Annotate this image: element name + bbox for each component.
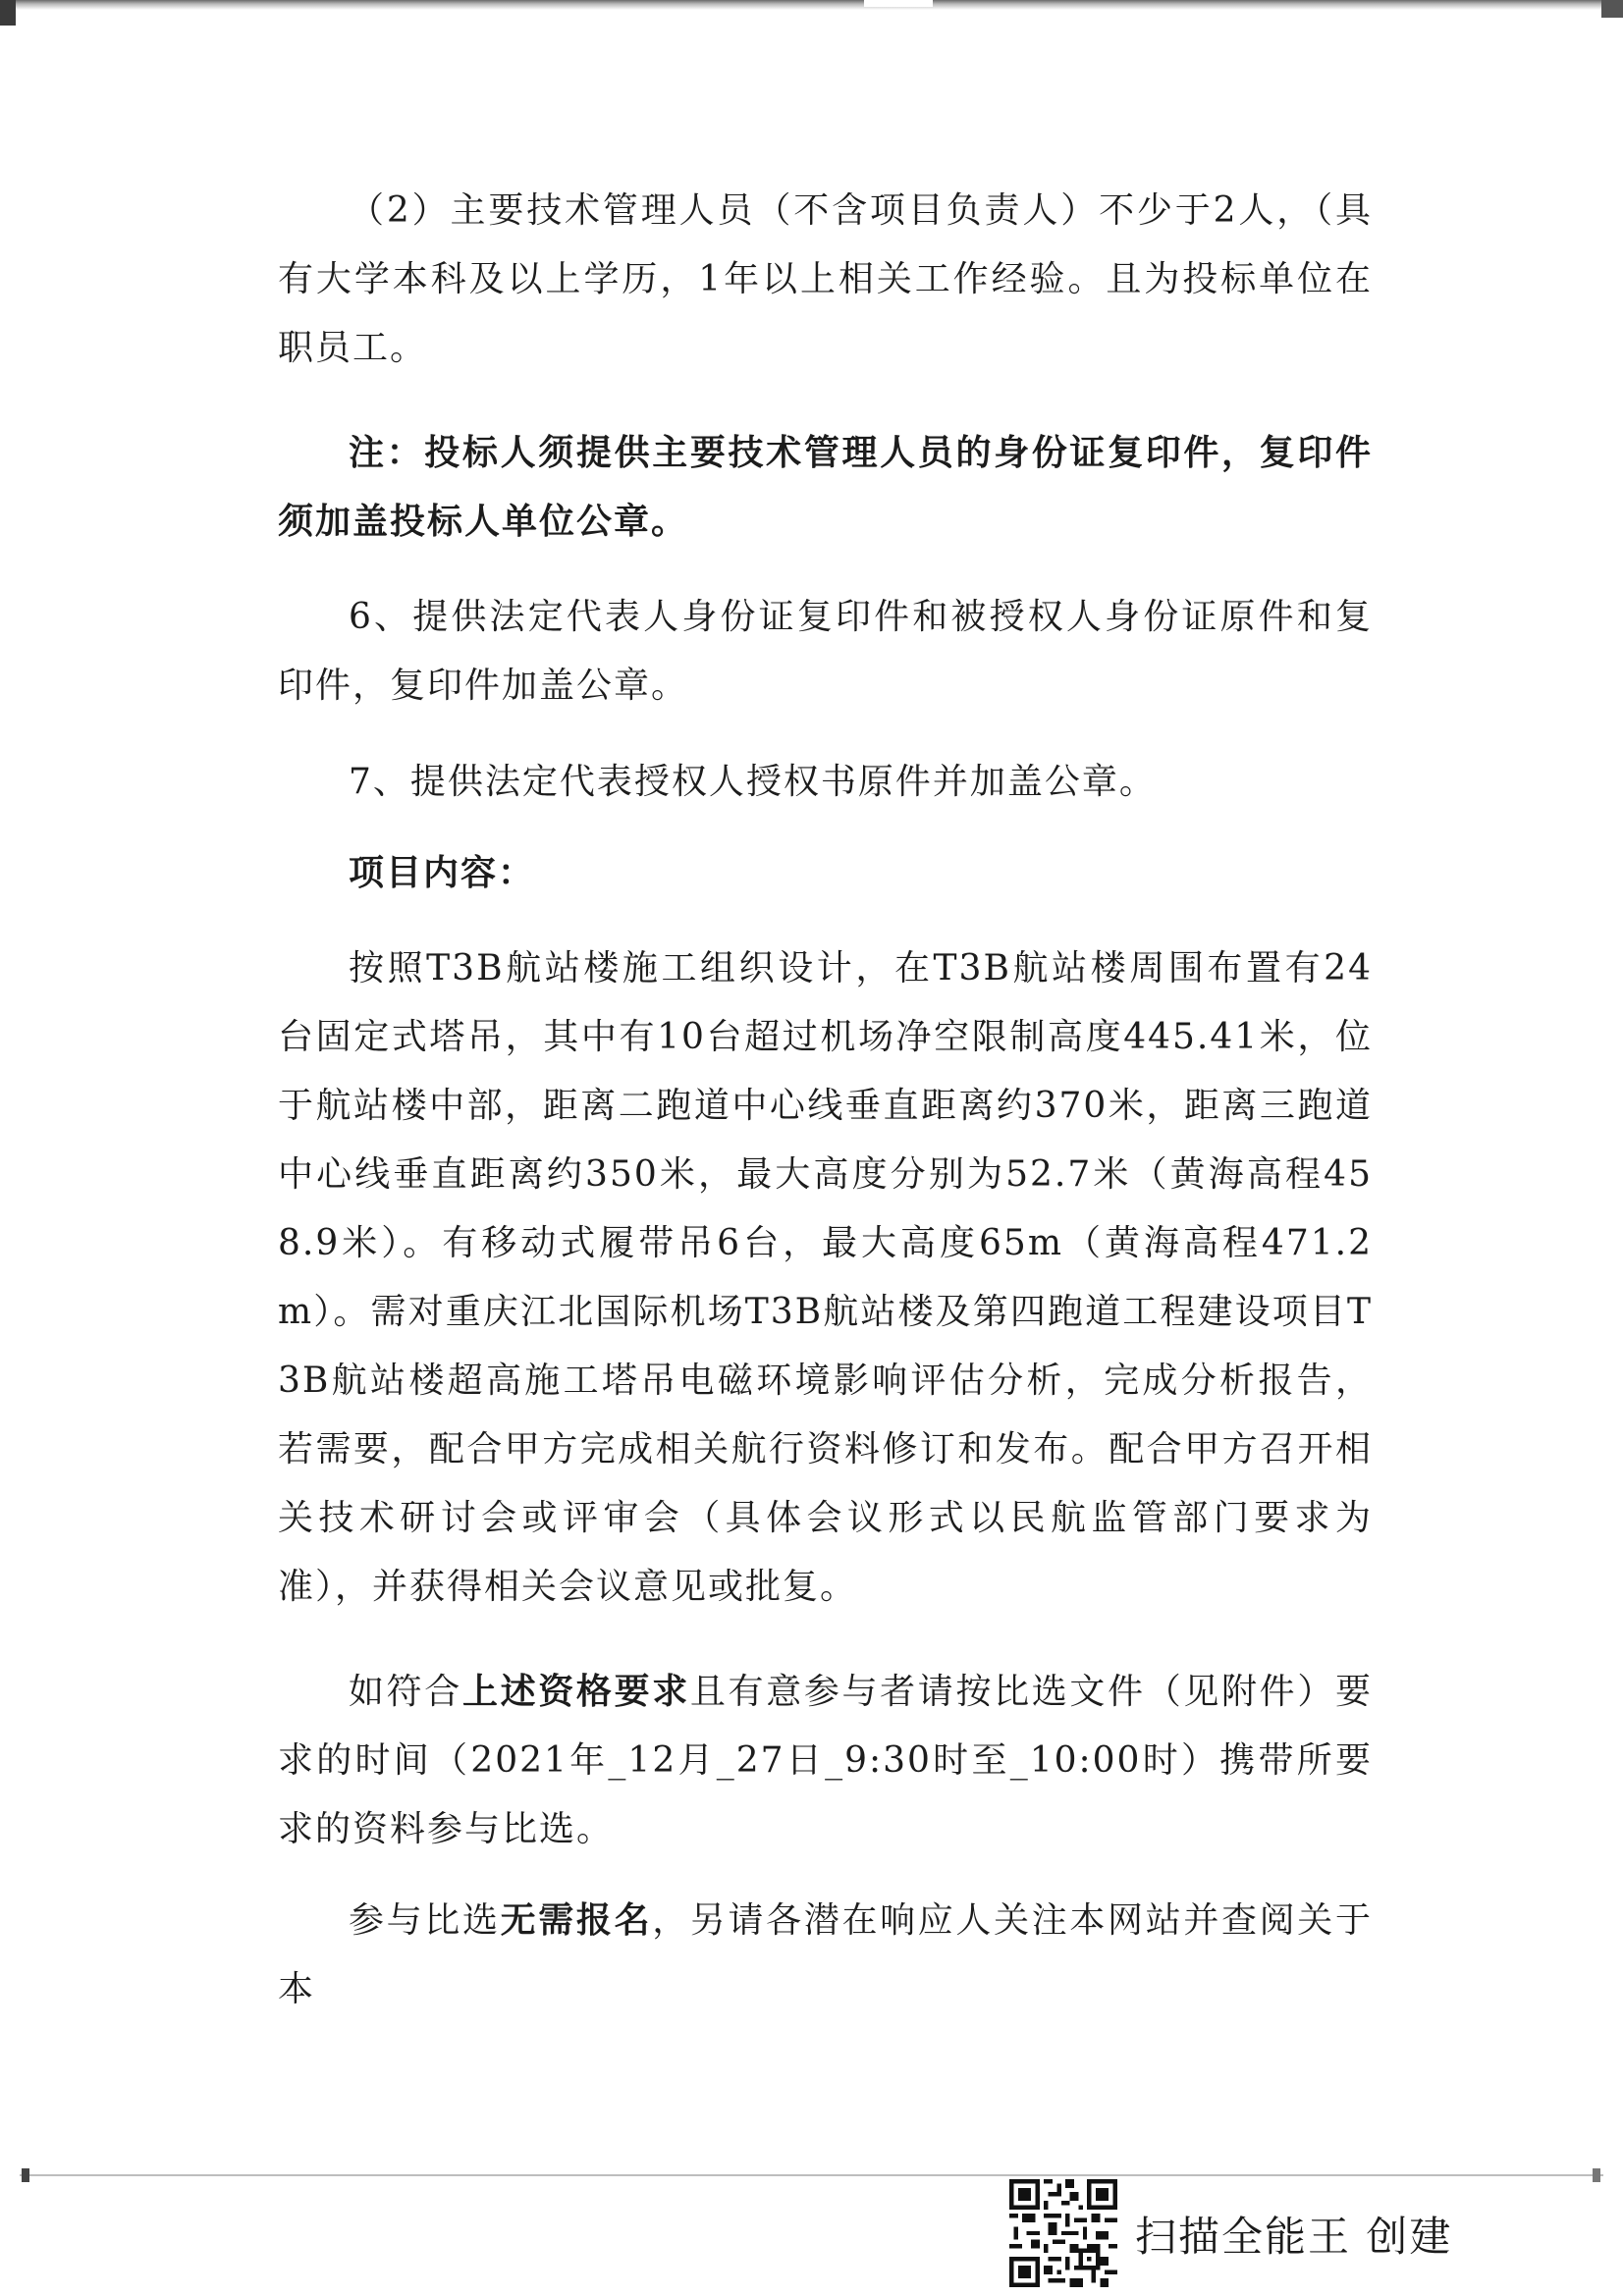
paragraph-registration — [278, 1886, 1373, 2024]
document-body — [278, 177, 1373, 2024]
schedule-text-bold: 上述资格要求 — [461, 1671, 690, 1712]
registration-text-2: ，另请各潜在响应人关注本网站并查阅关于本 — [278, 1900, 1373, 2009]
scan-edge-top — [0, 0, 1623, 10]
schedule-text-2: 且有意参与者请按比选文件（见附件）要求的时间（2021年_12月_27日_9:30时至_10:00时）携带所要求的资料参与比选。 — [278, 1672, 1373, 1849]
schedule-text-1: 如符合 — [349, 1672, 462, 1712]
scan-artifact-gap — [864, 0, 933, 7]
paragraph-item-6: 6、提供法定代表人身份证复印件和被授权人身份证原件和复印件，复印件加盖公章。 — [278, 597, 1373, 706]
registration-text-1: 参与比选 — [349, 1900, 501, 1941]
scan-artifact-right — [1601, 0, 1623, 18]
section-heading-project-content: 项目内容： — [349, 852, 536, 893]
scanner-watermark — [1009, 2169, 1453, 2289]
paragraph-technical-staff: （2）主要技术管理人员（不含项目负责人）不少于2人，（具有大学本科及以上学历，1年以上相关工作经验。且为投标单位在职员工。 — [278, 190, 1373, 368]
paragraph-schedule — [278, 1657, 1373, 1864]
scan-artifact-left — [0, 0, 16, 26]
watermark-text: 扫描全能王 创建 — [1135, 2213, 1453, 2261]
registration-text-bold: 无需报名 — [500, 1899, 653, 1941]
paragraph-project-content: 按照T3B航站楼施工组织设计，在T3B航站楼周围布置有24台固定式塔吊，其中有10台超过机场净空限制高度445.41米，位于航站楼中部，距离二跑道中心线垂直距离约370米，距离三跑道中心线垂直距离约350米，最大高度分别为52.7米（黄海高程458.9米）。有移动式履带吊6台，最大高度65m（黄海高程471.2m）。需对重庆江北国际机场T3B航站楼及第四跑道工程建设项目T3B航站楼超高施工塔吊电磁环境影响评估分析，完成分析报告，若需要，配合甲方完成相关航行资料修订和发布。配合甲方召开相关技术研讨会或评审会（具体会议形式以民航监管部门要求为准），并获得相关会议意见或批复。 — [278, 948, 1373, 1607]
qr-code-icon — [1009, 2179, 1117, 2287]
paragraph-item-7: 7、提供法定代表授权人授权书原件并加盖公章。 — [349, 762, 1157, 802]
scan-artifact-bottom-left — [22, 2168, 29, 2182]
paragraph-note: 注：投标人须提供主要技术管理人员的身份证复印件，复印件须加盖投标人单位公章。 — [278, 432, 1373, 542]
scan-artifact-bottom-right — [1593, 2168, 1600, 2182]
